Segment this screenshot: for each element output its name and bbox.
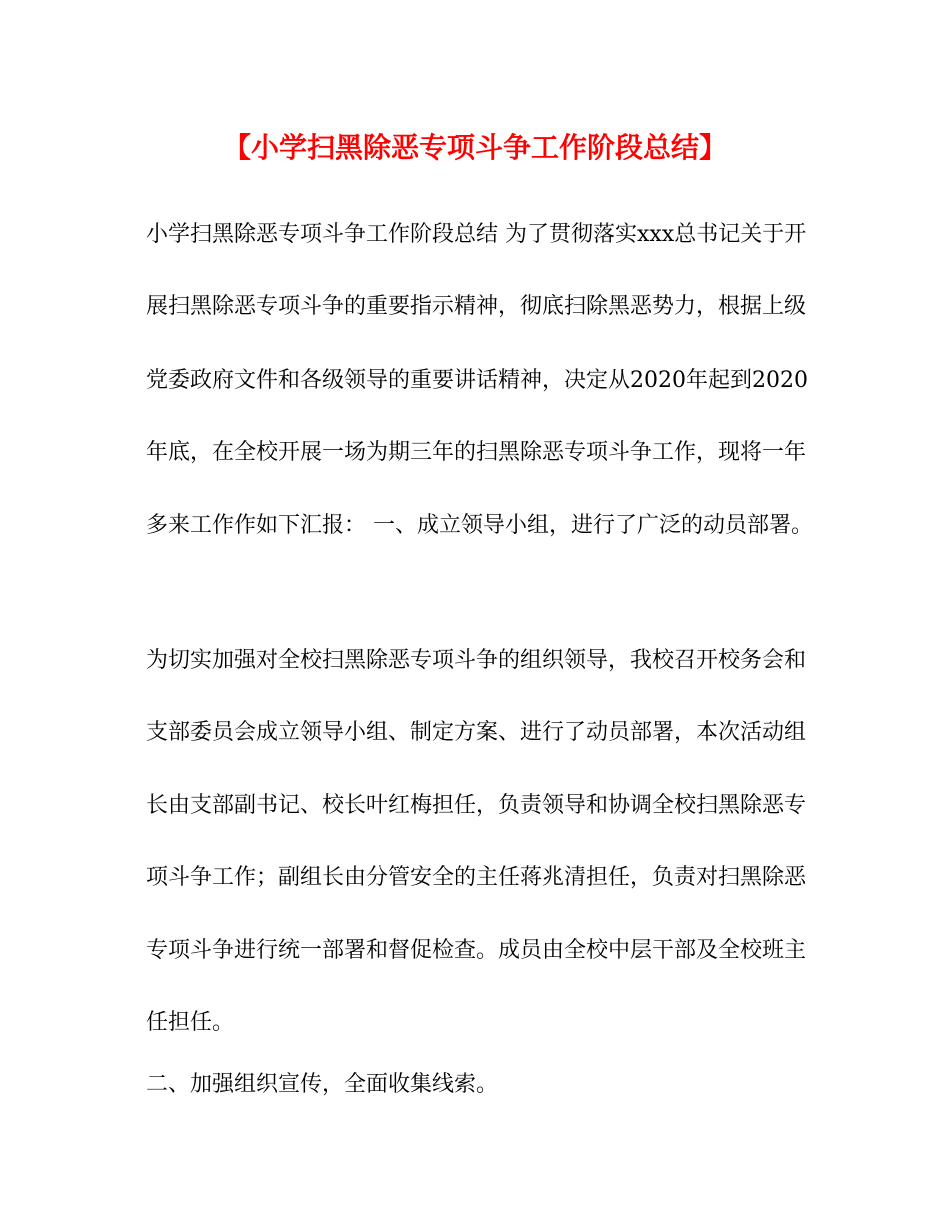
document-title: 【小学扫黑除恶专项斗争工作阶段总结】 — [222, 131, 727, 164]
body-line-2: 展扫黑除恶专项斗争的重要指示精神，彻底扫除黑恶势力，根据上级 — [146, 294, 807, 319]
body-line-10: 专项斗争进行统一部署和督促检查。成员由全校中层干部及全校班主 — [146, 938, 807, 963]
body-line-7: 支部委员会成立领导小组、制定方案、进行了动员部署，本次活动组 — [146, 720, 807, 745]
body-line-8: 长由支部副书记、校长叶红梅担任，负责领导和协调全校扫黑除恶专 — [146, 793, 807, 818]
body-line-11: 任担任。 — [146, 1010, 235, 1035]
body-line-6: 为切实加强对全校扫黑除恶专项斗争的组织领导，我校召开校务会和 — [146, 648, 807, 673]
body-line-9: 项斗争工作；副组长由分管安全的主任蒋兆清担任，负责对扫黑除恶 — [146, 865, 807, 890]
body-line-3: 党委政府文件和各级领导的重要讲话精神，决定从2020年起到2020 — [146, 368, 808, 393]
body-line-4: 年底，在全校开展一场为期三年的扫黑除恶专项斗争工作，现将一年 — [146, 440, 807, 465]
body-line-1: 小学扫黑除恶专项斗争工作阶段总结 为了贯彻落实xxx总书记关于开 — [146, 222, 807, 247]
body-line-5: 多来工作作如下汇报： 一、成立领导小组，进行了广泛的动员部署。 — [146, 513, 813, 538]
section-heading-2: 二、加强组织宣传，全面收集线索。 — [146, 1072, 499, 1097]
